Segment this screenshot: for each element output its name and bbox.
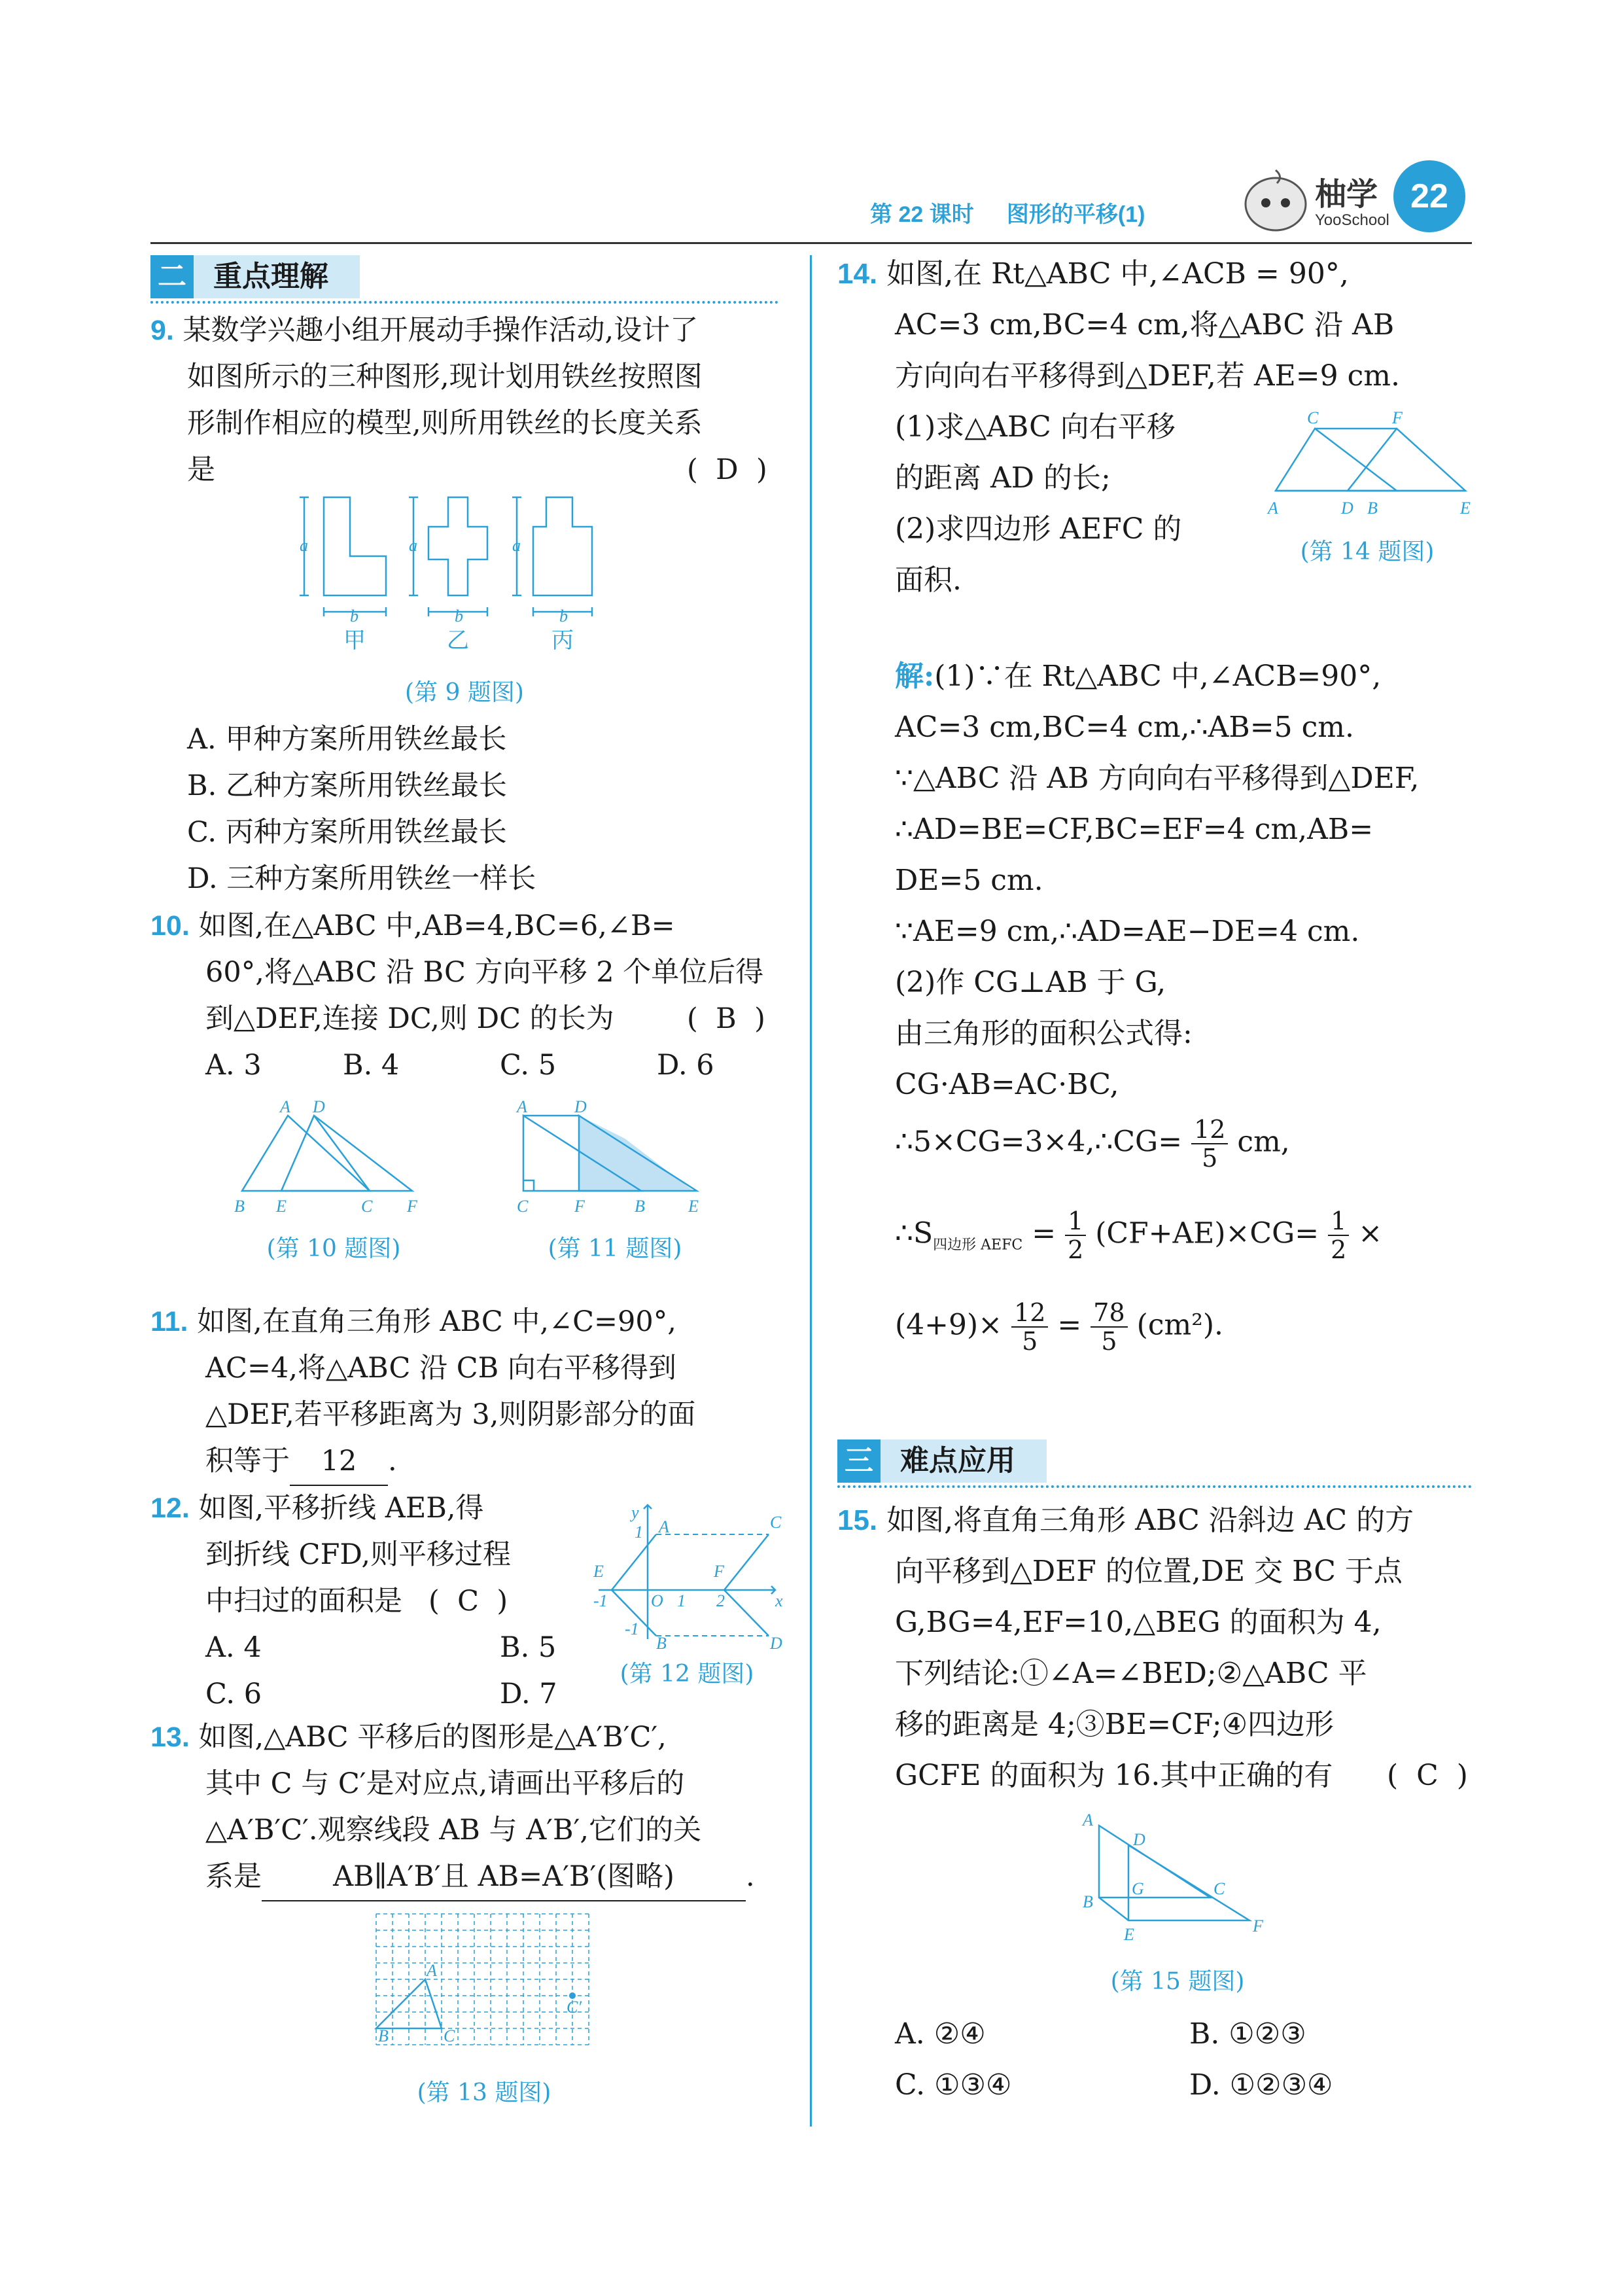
figure-caption: (第 13 题图) bbox=[417, 2079, 551, 2106]
question-text-line: 移的距离是 4;③BE=CF;④四边形 bbox=[895, 1708, 1335, 1741]
triangle-abc bbox=[1276, 429, 1397, 491]
shape-jia bbox=[324, 497, 386, 595]
svg-text:2: 2 bbox=[716, 1591, 725, 1610]
question-number: 15. bbox=[837, 1504, 878, 1536]
figure-q10 bbox=[222, 1099, 438, 1224]
solution-line: ∵AE=9 cm,∴AD=AE−DE=4 cm. bbox=[895, 915, 1360, 948]
question-number: 14. bbox=[837, 258, 878, 290]
svg-text:F: F bbox=[1392, 409, 1403, 427]
section-dotted-rule bbox=[150, 301, 778, 304]
brand-en: YooSchool bbox=[1315, 211, 1389, 229]
triangle-abc bbox=[242, 1116, 370, 1191]
question-text-line: 下列结论:①∠A=∠BED;②△ABC 平 bbox=[895, 1657, 1367, 1690]
figure-caption: (第 12 题图) bbox=[620, 1661, 754, 1687]
option: D. 7 bbox=[500, 1678, 557, 1710]
figure-q9 bbox=[288, 491, 693, 661]
page-number: 22 bbox=[1410, 177, 1448, 215]
section-title: 重点理解 bbox=[213, 260, 328, 293]
svg-text:A: A bbox=[1083, 1810, 1093, 1829]
svg-text:D: D bbox=[1341, 499, 1353, 518]
svg-text:D: D bbox=[770, 1634, 782, 1649]
question-text-line: 积等于 bbox=[205, 1445, 290, 1477]
section-dotted-rule bbox=[837, 1485, 1472, 1488]
solution-line: AC=3 cm,BC=4 cm,∴AB=5 cm. bbox=[895, 711, 1354, 744]
question-number: 13. bbox=[150, 1722, 190, 1753]
solution-text: cm, bbox=[1237, 1125, 1290, 1159]
svg-text:B: B bbox=[635, 1197, 645, 1216]
svg-text:1: 1 bbox=[635, 1523, 643, 1542]
svg-text:y: y bbox=[631, 1503, 639, 1522]
section-header-difficult bbox=[837, 1439, 1047, 1483]
solution-text: ∴5×CG=3×4,∴CG= bbox=[895, 1125, 1183, 1159]
question-text-line: GCFE 的面积为 16.其中正确的有 bbox=[895, 1759, 1333, 1792]
answer-value: D bbox=[716, 453, 739, 486]
question-text-line: AC=3 cm,BC=4 cm,将△ABC 沿 AB bbox=[895, 308, 1395, 342]
svg-text:G: G bbox=[1132, 1879, 1144, 1898]
question-text-line: 是 bbox=[187, 453, 215, 486]
question-text-line: 如图,将直角三角形 ABC 沿斜边 AC 的方 bbox=[886, 1504, 1414, 1537]
question-text-line: (2)求四边形 AEFC 的 bbox=[895, 512, 1182, 546]
answer-value: B bbox=[716, 1002, 737, 1035]
option: B. 5 bbox=[500, 1631, 557, 1664]
question-text-line: 如图,在 Rt△ABC 中,∠ACB = 90°, bbox=[886, 257, 1349, 291]
brand-logo bbox=[1236, 157, 1315, 236]
question-text-line: △A′B′C′.观察线段 AB 与 A′B′,它们的关 bbox=[205, 1814, 702, 1846]
svg-text:F: F bbox=[407, 1197, 417, 1216]
shape-bing bbox=[533, 497, 592, 595]
section-title: 难点应用 bbox=[900, 1444, 1015, 1477]
solution-line: (1)∵在 Rt△ABC 中,∠ACB=90°, bbox=[934, 660, 1382, 693]
figure-label: 甲 bbox=[343, 627, 366, 654]
svg-text:A: A bbox=[517, 1099, 527, 1116]
svg-text:D: D bbox=[313, 1099, 325, 1116]
figure-label: 乙 bbox=[447, 627, 469, 654]
svg-text:C: C bbox=[361, 1197, 373, 1216]
question-text-line: AC=4,将△ABC 沿 CB 向右平移得到 bbox=[205, 1352, 676, 1385]
svg-text:C: C bbox=[444, 2026, 455, 2045]
answer-choice: ( C ) bbox=[1387, 1759, 1468, 1792]
question-text-line: 向平移到△DEF 的位置,DE 交 BC 于点 bbox=[895, 1555, 1403, 1588]
option: D. ①②③④ bbox=[1189, 2068, 1333, 2102]
solution-line: CG·AB=AC·BC, bbox=[895, 1068, 1119, 1101]
option: B. ①②③ bbox=[1189, 2017, 1306, 2051]
question-text-line: 面积. bbox=[895, 563, 962, 597]
svg-text:C′: C′ bbox=[567, 1998, 582, 2017]
svg-text:D: D bbox=[1133, 1830, 1145, 1849]
solution-line: (2)作 CG⊥AB 于 G, bbox=[895, 966, 1166, 999]
question-text-line: 到△DEF,连接 DC,则 DC 的长为 bbox=[205, 1002, 614, 1035]
solution-line: ∵△ABC 沿 AB 方向向右平移得到△DEF, bbox=[895, 762, 1420, 795]
figure-caption: (第 10 题图) bbox=[266, 1235, 401, 1262]
fraction: $\frac{12}{5}$ bbox=[1191, 1116, 1228, 1172]
shape-yi bbox=[428, 497, 487, 595]
question-text-line: 如图,△ABC 平移后的图形是△A′B′C′, bbox=[198, 1721, 667, 1754]
dim-label-b: b bbox=[559, 607, 568, 626]
page-number-badge bbox=[1393, 160, 1465, 232]
svg-text:E: E bbox=[593, 1562, 604, 1581]
question-number: 10. bbox=[150, 910, 190, 942]
solution-label: 解: bbox=[895, 660, 935, 693]
question-text-line: (1)求△ABC 向右平移 bbox=[895, 410, 1176, 444]
mascot-icon bbox=[1236, 157, 1315, 236]
answer-choice: ( C ) bbox=[428, 1585, 508, 1617]
answer-choice: ( D ) bbox=[687, 453, 767, 486]
svg-text:E: E bbox=[1124, 1925, 1134, 1944]
option: A. 4 bbox=[205, 1631, 262, 1664]
svg-text:E: E bbox=[1460, 499, 1471, 518]
solution-line: DE=5 cm. bbox=[895, 864, 1043, 897]
segment-dc bbox=[314, 1116, 370, 1191]
triangle-def bbox=[1348, 429, 1465, 491]
triangle-def bbox=[1128, 1845, 1249, 1920]
figure-caption: (第 11 题图) bbox=[548, 1235, 682, 1262]
figure-caption: (第 14 题图) bbox=[1300, 539, 1435, 565]
option: C. ①③④ bbox=[895, 2068, 1012, 2102]
brand-name: 柚学 bbox=[1315, 176, 1378, 213]
svg-text:F: F bbox=[714, 1562, 724, 1581]
answer-choice: ( B ) bbox=[687, 1002, 765, 1035]
polyline-cfd bbox=[724, 1534, 769, 1636]
svg-text:A: A bbox=[1268, 499, 1278, 518]
solution-step-cg bbox=[895, 1116, 1290, 1172]
dim-label-b: b bbox=[455, 607, 463, 626]
option: A. 甲种方案所用铁丝最长 bbox=[187, 723, 507, 756]
svg-text:O: O bbox=[651, 1591, 663, 1610]
svg-text:A: A bbox=[280, 1099, 290, 1116]
column-divider bbox=[810, 255, 812, 2127]
answer-blank: AB∥A′B′且 AB=A′B′(图略) bbox=[262, 1854, 746, 1901]
svg-text:E: E bbox=[276, 1197, 287, 1216]
option: C. 丙种方案所用铁丝最长 bbox=[187, 816, 507, 849]
svg-text:B: B bbox=[234, 1197, 245, 1216]
option: D. 6 bbox=[657, 1049, 714, 1082]
option: B. 4 bbox=[343, 1049, 400, 1082]
svg-text:-1: -1 bbox=[593, 1591, 608, 1610]
figure-caption: (第 15 题图) bbox=[1110, 1968, 1245, 1995]
question-number: 9. bbox=[150, 315, 174, 346]
svg-text:B: B bbox=[656, 1634, 667, 1649]
answer-blank: 12 bbox=[290, 1438, 388, 1486]
section-number: 二 bbox=[150, 255, 194, 298]
brand-text bbox=[1315, 169, 1389, 230]
svg-text:x: x bbox=[775, 1591, 783, 1610]
option: C. 5 bbox=[500, 1049, 557, 1082]
dim-label-b: b bbox=[350, 607, 358, 626]
question-text-line: G,BG=4,EF=10,△BEG 的面积为 4, bbox=[895, 1606, 1382, 1639]
option: A. ②④ bbox=[895, 2017, 986, 2051]
question-text-line: 如图,在直角三角形 ABC 中,∠C=90°, bbox=[197, 1305, 676, 1338]
solution-line: 由三角形的面积公式得: bbox=[895, 1017, 1193, 1050]
question-number: 12. bbox=[150, 1492, 190, 1524]
question-number: 11. bbox=[150, 1306, 188, 1337]
solution-step-result: (4+9)× $\frac{12}{5}$ = $\frac{78}{5}$ (cm²). bbox=[895, 1298, 1223, 1356]
svg-text:B: B bbox=[378, 2026, 389, 2045]
svg-text:C: C bbox=[770, 1513, 782, 1532]
dim-label-a: a bbox=[409, 536, 417, 555]
option: D. 三种方案所用铁丝一样长 bbox=[187, 862, 536, 895]
option: B. 乙种方案所用铁丝最长 bbox=[187, 769, 507, 802]
question-text-line: 其中 C 与 C′是对应点,请画出平移后的 bbox=[205, 1767, 685, 1800]
question-text-line: 60°,将△ABC 沿 BC 方向平移 2 个单位后得 bbox=[205, 956, 764, 989]
dim-label-a: a bbox=[300, 536, 308, 555]
svg-text:-1: -1 bbox=[625, 1619, 639, 1638]
figure-q14 bbox=[1263, 409, 1485, 523]
svg-text:E: E bbox=[688, 1197, 699, 1216]
answer-value: C bbox=[457, 1585, 480, 1617]
topic-label: 图形的平移(1) bbox=[1006, 202, 1145, 227]
section-header-key bbox=[150, 255, 360, 298]
svg-text:A: A bbox=[659, 1517, 669, 1536]
figure-q13 bbox=[373, 1911, 595, 2061]
svg-text:C: C bbox=[517, 1197, 529, 1216]
question-text-line: 如图,平移折线 AEB,得 bbox=[198, 1492, 484, 1525]
question-text-line: 某数学兴趣小组开展动手操作活动,设计了 bbox=[183, 314, 699, 347]
question-text-line: 到折线 CFD,则平移过程 bbox=[205, 1538, 512, 1571]
svg-text:B: B bbox=[1083, 1892, 1093, 1911]
figure-caption: (第 9 题图) bbox=[405, 679, 524, 706]
figure-label: 丙 bbox=[551, 627, 574, 654]
option: C. 6 bbox=[205, 1678, 262, 1710]
question-text-line: 系是 bbox=[205, 1860, 262, 1893]
question-text-line: 如图,在△ABC 中,AB=4,BC=6,∠B= bbox=[198, 910, 675, 942]
figure-q15 bbox=[1066, 1806, 1282, 1956]
dim-label-a: a bbox=[512, 536, 521, 555]
question-text-line: 如图所示的三种图形,现计划用铁丝按照图 bbox=[187, 361, 703, 393]
question-text-line: 形制作相应的模型,则所用铁丝的长度关系 bbox=[187, 407, 703, 440]
svg-text:C: C bbox=[1307, 409, 1319, 427]
svg-text:F: F bbox=[574, 1197, 585, 1216]
header-rule bbox=[150, 242, 1472, 244]
figure-q11 bbox=[504, 1099, 713, 1224]
svg-text:1: 1 bbox=[677, 1591, 686, 1610]
svg-text:B: B bbox=[1367, 499, 1378, 518]
option: A. 3 bbox=[205, 1049, 262, 1082]
svg-text:C: C bbox=[1213, 1879, 1225, 1898]
answer-value: C bbox=[1416, 1759, 1439, 1792]
question-text-line: △DEF,若平移距离为 3,则阴影部分的面 bbox=[205, 1398, 696, 1431]
solution-step-area: $\therefore S_{四边形 AEFC}$ = $\frac{1}{2}$ (CF+AE)×CG= $\frac{1}{2}$ × bbox=[895, 1207, 1383, 1264]
question-text-line: 的距离 AD 的长; bbox=[895, 461, 1111, 495]
question-text-line: 中扫过的面积是 bbox=[205, 1585, 402, 1617]
question-text-line: 方向向右平移得到△DEF,若 AE=9 cm. bbox=[895, 359, 1400, 393]
figure-q12 bbox=[585, 1498, 788, 1649]
svg-text:F: F bbox=[1253, 1916, 1263, 1935]
page-header bbox=[870, 196, 1223, 229]
svg-text:A: A bbox=[427, 1961, 437, 1980]
solution-line: ∴AD=BE=CF,BC=EF=4 cm,AB= bbox=[895, 813, 1374, 846]
lesson-label: 第 22 课时 bbox=[870, 202, 974, 227]
section-number: 三 bbox=[837, 1439, 881, 1483]
svg-text:D: D bbox=[574, 1099, 587, 1116]
